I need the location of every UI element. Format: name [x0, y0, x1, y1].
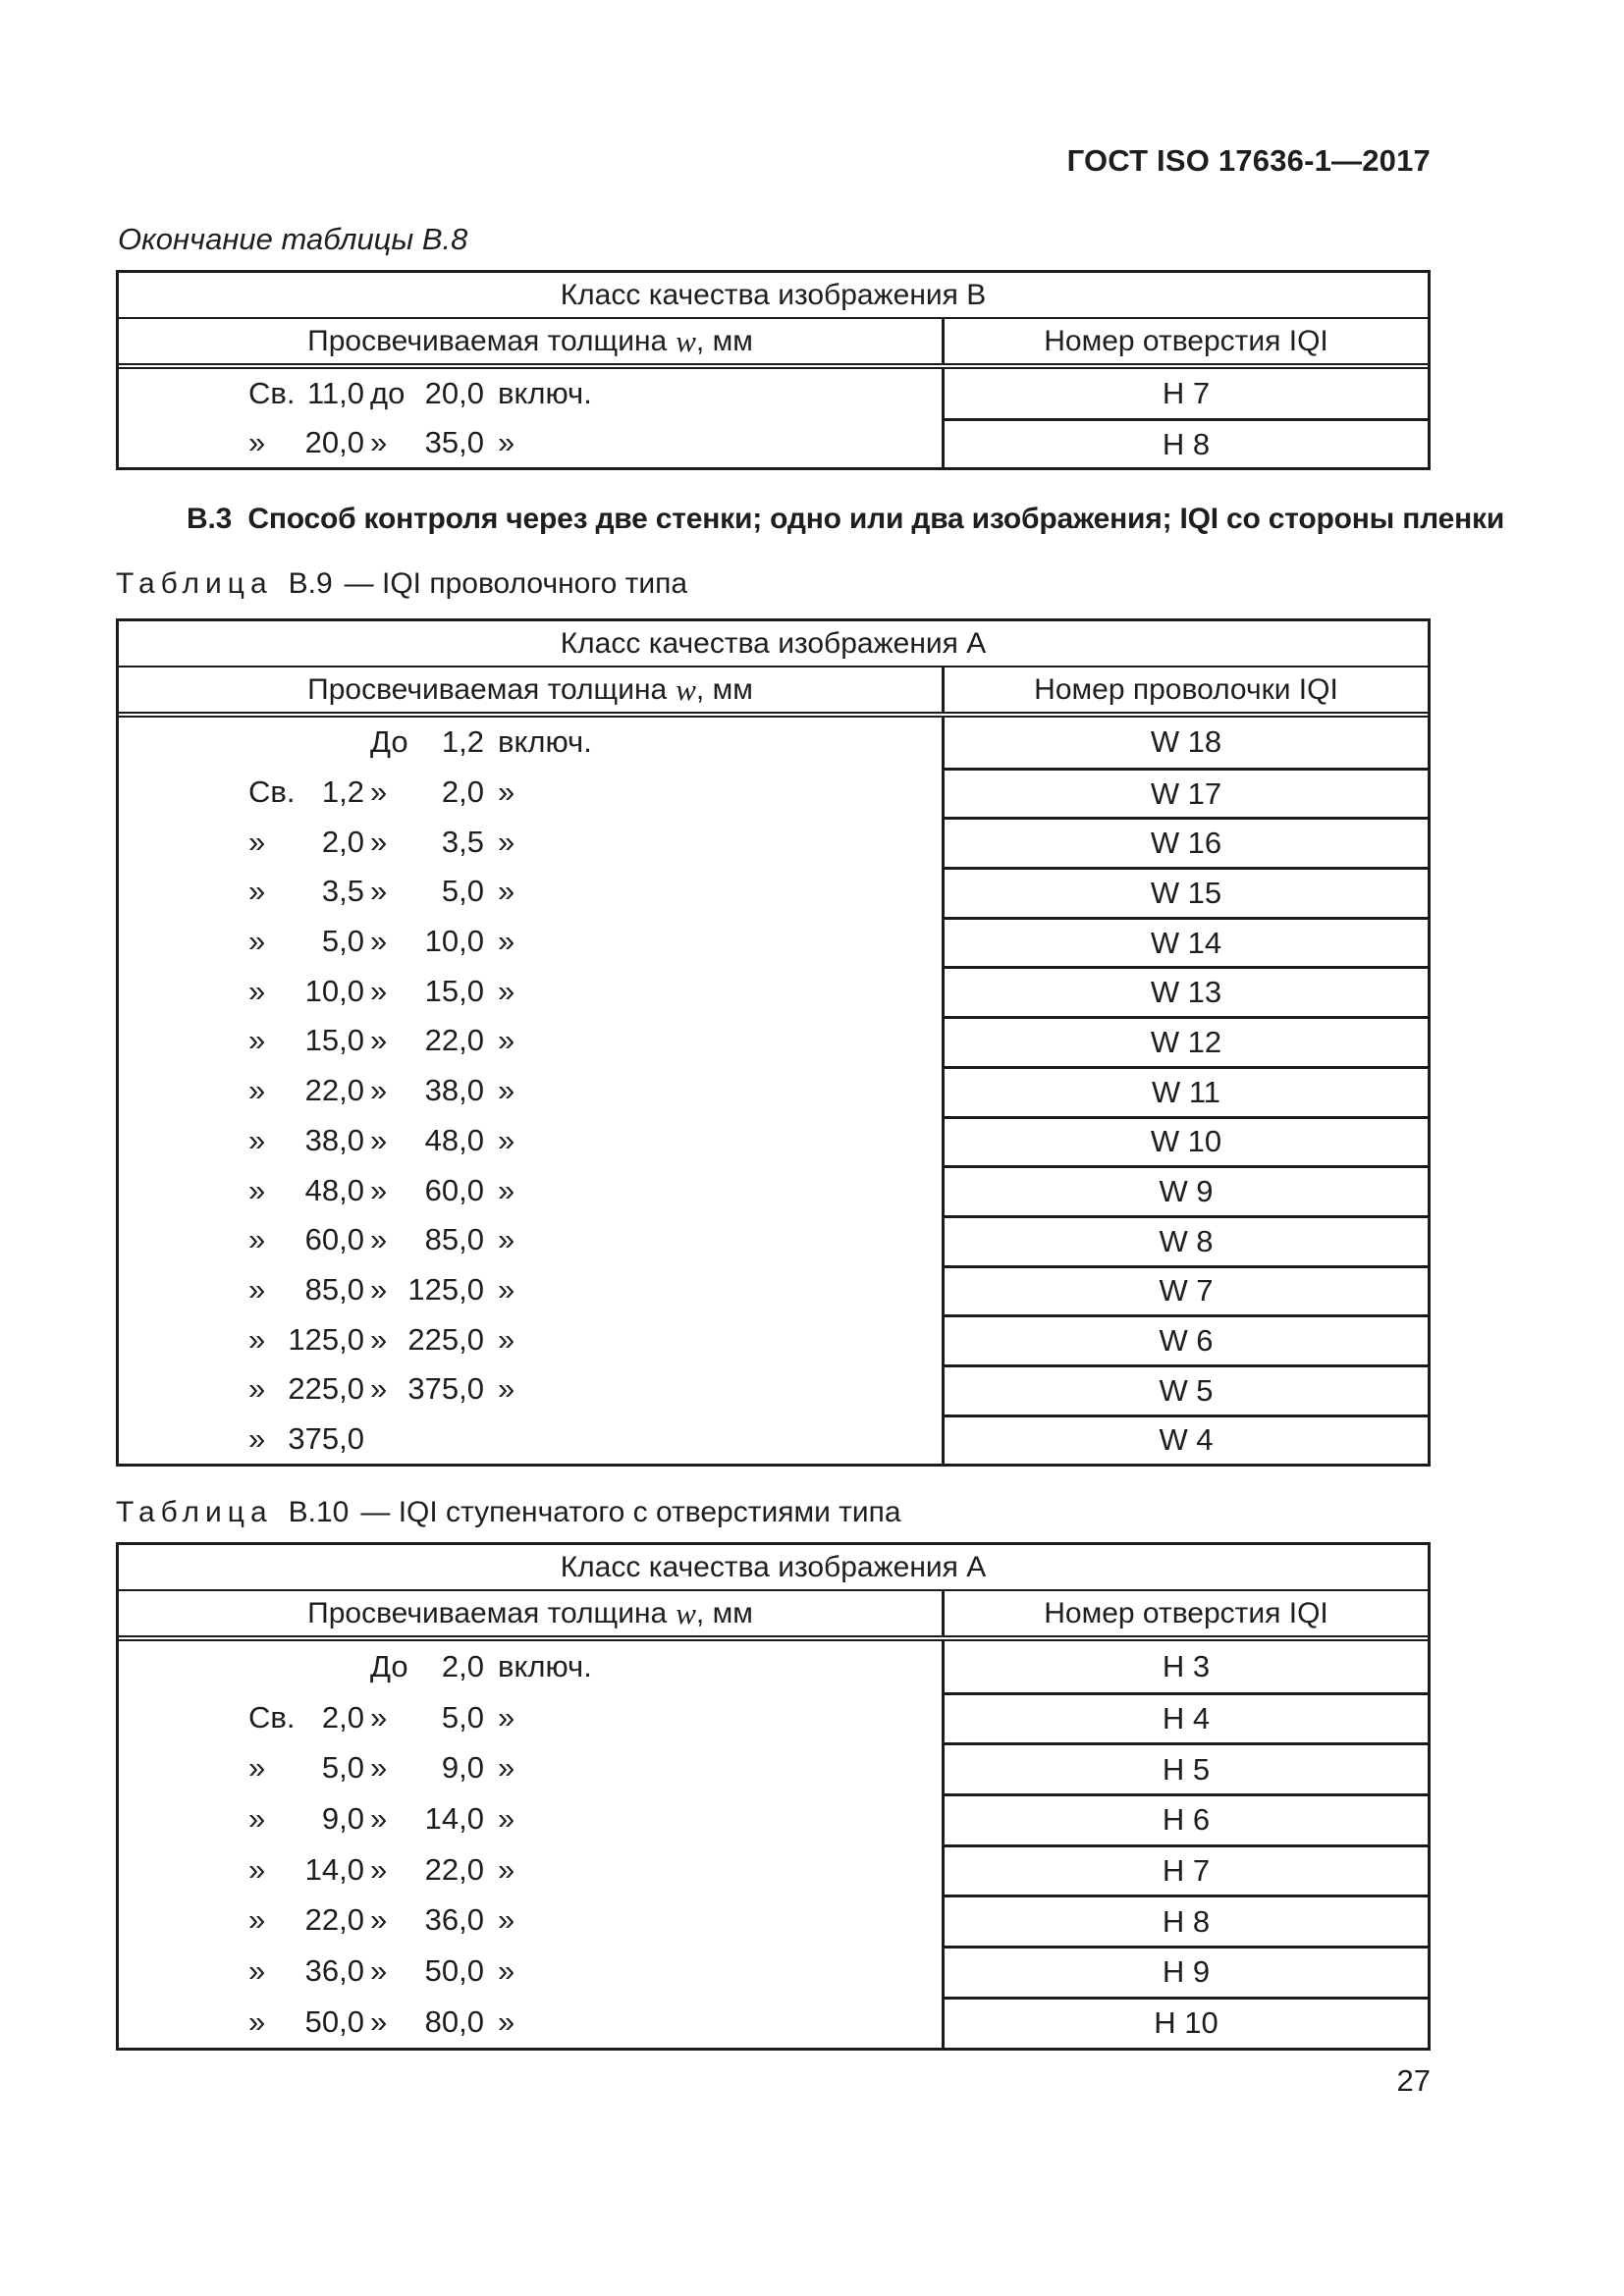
thickness-unit: , мм [695, 1596, 753, 1629]
range-marker-2: до [370, 376, 406, 410]
column-header-thickness [119, 667, 945, 712]
range-marker-2: » [370, 2003, 388, 2039]
range-to-value [380, 1415, 484, 1465]
table-row [119, 418, 1428, 467]
iqi-number-cell [945, 1364, 1428, 1415]
table-row [119, 1165, 1428, 1215]
range-marker-2: » [370, 924, 388, 959]
iqi-number-cell [945, 1116, 1428, 1166]
range-marker-2: » [370, 1750, 388, 1786]
range-marker-1: » [248, 824, 266, 859]
range-from-value: 85,0 [304, 1271, 364, 1307]
iqi-number-value: Н 10 [1154, 2005, 1218, 2041]
range-marker-3: » [498, 1271, 515, 1307]
range-to-value: 85,0 [424, 1222, 484, 1257]
iqi-number-value: W 4 [1159, 1422, 1214, 1458]
range-marker-3: » [498, 1122, 515, 1157]
range-marker-3: » [498, 1851, 515, 1887]
iqi-number-value: Н 9 [1162, 1954, 1211, 1990]
table-caption-number: В.9 [288, 567, 333, 600]
range-from-value: 60,0 [304, 1222, 364, 1257]
iqi-number-cell [945, 1946, 1428, 1997]
thickness-cell [119, 1692, 945, 1743]
iqi-number-value: W 8 [1159, 1223, 1214, 1258]
thickness-cell [119, 1314, 945, 1364]
iqi-number-cell [945, 966, 1428, 1016]
iqi-number-value: W 7 [1159, 1273, 1214, 1308]
range-from-value: 36,0 [304, 1952, 364, 1988]
range-marker-1: » [248, 1073, 266, 1108]
range-to-value: 14,0 [424, 1800, 484, 1836]
thickness-cell [119, 1364, 945, 1415]
range-marker-3: » [498, 2003, 515, 2039]
iqi-number-value: Н 8 [1162, 426, 1211, 461]
range-marker-1: » [248, 1952, 266, 1988]
table-row [119, 966, 1428, 1016]
doc-header: ГОСТ ISO 17636-1—2017 [1066, 143, 1431, 178]
range-marker-3: включ. [498, 376, 592, 410]
range-marker-1: » [248, 1750, 266, 1786]
range-marker-1: » [248, 1321, 266, 1357]
range-from-value: 11,0 [306, 376, 364, 410]
range-from-value: 10,0 [304, 973, 364, 1008]
table-row [119, 1742, 1428, 1793]
range-from-value: 2,0 [321, 1699, 364, 1735]
range-marker-2: » [370, 1800, 388, 1836]
iqi-number-value: W 13 [1150, 975, 1222, 1010]
iqi-number-cell [945, 817, 1428, 867]
range-marker-1: » [248, 973, 266, 1008]
range-marker-1: » [248, 2003, 266, 2039]
thickness-cell [119, 966, 945, 1016]
range-from-value: 38,0 [304, 1122, 364, 1157]
range-from-value: 125,0 [288, 1321, 364, 1357]
column-header-iqi: Номер проволочки IQI [1034, 672, 1338, 706]
thickness-cell [119, 817, 945, 867]
range-to-value: 22,0 [424, 1023, 484, 1058]
iqi-number-cell [945, 1314, 1428, 1364]
range-to-value: 50,0 [424, 1952, 484, 1988]
table-caption-label: Таблица [116, 1496, 273, 1528]
range-marker-3: » [498, 1371, 515, 1407]
table-row [119, 1997, 1428, 2048]
table-header-row [119, 319, 1428, 369]
table-header-row [119, 667, 1428, 718]
range-marker-3: » [498, 1750, 515, 1786]
range-marker-3: » [498, 1023, 515, 1058]
table-row [119, 867, 1428, 917]
iqi-number-value: W 16 [1150, 826, 1222, 861]
table-caption-number: В.10 [288, 1496, 350, 1528]
iqi-number-cell [945, 768, 1428, 818]
iqi-number-value: Н 6 [1162, 1802, 1211, 1838]
range-marker-3: » [498, 1699, 515, 1735]
table-row [119, 1692, 1428, 1743]
range-marker-2: » [370, 1271, 388, 1307]
thickness-variable: w [676, 1595, 696, 1630]
range-marker-1: » [248, 1172, 266, 1207]
range-from-value: 50,0 [304, 2003, 364, 2039]
range-from-value: 48,0 [304, 1172, 364, 1207]
table-row [119, 1265, 1428, 1315]
iqi-number-value: Н 5 [1162, 1751, 1211, 1787]
range-marker-2: » [370, 1851, 388, 1887]
iqi-number-cell [945, 1415, 1428, 1465]
column-header-iqi: Номер отверстия IQI [1044, 324, 1328, 357]
range-marker-3: » [498, 924, 515, 959]
iqi-number-value: W 5 [1159, 1372, 1214, 1408]
iqi-number-cell [945, 1844, 1428, 1896]
iqi-number-cell [945, 1016, 1428, 1066]
table-caption-text: — IQI проволочного типа [344, 567, 688, 600]
table-title: Класс качества изображения А [119, 621, 1428, 667]
range-marker-1: » [248, 1271, 266, 1307]
iqi-number-cell [945, 1997, 1428, 2048]
range-to-value: 125,0 [407, 1271, 484, 1307]
range-from-value [264, 1641, 364, 1692]
thickness-cell [119, 867, 945, 917]
range-marker-1: » [248, 1851, 266, 1887]
iqi-number-cell [945, 1066, 1428, 1116]
thickness-cell [119, 1265, 945, 1315]
range-from-value: 225,0 [288, 1371, 364, 1407]
thickness-label: Просвечиваемая толщина [307, 672, 668, 706]
iqi-number-cell [945, 917, 1428, 967]
thickness-cell [119, 418, 945, 467]
iqi-number-value: W 18 [1150, 724, 1222, 760]
range-marker-1: Св. [248, 774, 296, 810]
range-marker-3: » [498, 1952, 515, 1988]
table-body [119, 369, 1428, 467]
thickness-cell [119, 718, 945, 768]
page-number: 27 [1396, 2063, 1431, 2098]
range-marker-2: » [370, 1222, 388, 1257]
iqi-number-value: Н 7 [1162, 1853, 1211, 1889]
range-marker-1: » [248, 1420, 266, 1456]
table-title: Класс качества изображения В [119, 273, 1428, 319]
thickness-cell [119, 1016, 945, 1066]
range-marker-3: » [498, 774, 515, 810]
table-title: Класс качества изображения А [119, 1545, 1428, 1591]
iqi-number-cell [945, 1265, 1428, 1315]
range-marker-3: » [498, 874, 515, 909]
iqi-number-cell [945, 1742, 1428, 1793]
table-row [119, 718, 1428, 768]
range-marker-1: » [248, 1222, 266, 1257]
thickness-label: Просвечиваемая толщина [307, 1596, 668, 1629]
thickness-cell [119, 1066, 945, 1116]
thickness-cell [119, 1215, 945, 1265]
iqi-number-cell [945, 369, 1428, 418]
table-row [119, 1215, 1428, 1265]
range-marker-3: » [498, 973, 515, 1008]
table-caption-text: — IQI ступенчатого с отверстиями типа [360, 1496, 901, 1528]
thickness-cell [119, 1742, 945, 1793]
range-from-value [264, 718, 364, 768]
range-to-value: 2,0 [441, 774, 484, 810]
iqi-number-cell [945, 867, 1428, 917]
range-to-value: 20,0 [424, 376, 484, 410]
range-marker-2: » [370, 1371, 388, 1407]
table-row [119, 1314, 1428, 1364]
thickness-cell [119, 1997, 945, 2048]
range-to-value: 35,0 [424, 425, 484, 459]
table-row [119, 1946, 1428, 1997]
range-marker-2: » [370, 1699, 388, 1735]
iqi-number-cell [945, 1692, 1428, 1743]
range-to-value: 375,0 [407, 1371, 484, 1407]
range-to-value: 5,0 [441, 874, 484, 909]
table-row [119, 1016, 1428, 1066]
range-to-value: 2,0 [441, 1648, 484, 1683]
table-b9-caption [116, 567, 687, 601]
column-header-iqi: Номер отверстия IQI [1044, 1596, 1328, 1629]
column-header-thickness [119, 319, 945, 363]
range-marker-2: » [370, 1023, 388, 1058]
iqi-number-value: W 15 [1150, 875, 1222, 910]
range-marker-3: включ. [498, 724, 592, 760]
table-b10-caption [116, 1496, 901, 1529]
table-caption-label: Таблица [116, 567, 273, 600]
thickness-unit: , мм [695, 324, 753, 357]
table-row [119, 1793, 1428, 1844]
range-to-value: 48,0 [424, 1122, 484, 1157]
range-to-value: 9,0 [441, 1750, 484, 1786]
table-row [119, 917, 1428, 967]
range-from-value: 2,0 [321, 824, 364, 859]
range-to-value: 36,0 [424, 1902, 484, 1938]
column-header-thickness [119, 1591, 945, 1635]
range-marker-2: » [370, 1172, 388, 1207]
thickness-cell [119, 1793, 945, 1844]
table-row [119, 1066, 1428, 1116]
iqi-number-value: W 6 [1159, 1323, 1214, 1359]
range-marker-3: » [498, 1222, 515, 1257]
range-from-value: 14,0 [304, 1851, 364, 1887]
range-to-value: 5,0 [441, 1699, 484, 1735]
quality-table-b10 [116, 1542, 1431, 2051]
iqi-number-cell [945, 1793, 1428, 1844]
thickness-unit: , мм [695, 672, 753, 706]
range-marker-1: » [248, 1122, 266, 1157]
range-marker-1: » [248, 924, 266, 959]
range-to-value: 1,2 [441, 724, 484, 760]
range-marker-3: » [498, 1073, 515, 1108]
iqi-number-value: W 10 [1150, 1124, 1222, 1159]
thickness-variable: w [676, 323, 696, 358]
iqi-number-value: W 17 [1150, 775, 1222, 811]
iqi-number-value: Н 3 [1162, 1648, 1211, 1683]
range-to-value: 22,0 [424, 1851, 484, 1887]
table-row [119, 1415, 1428, 1465]
iqi-number-value: W 9 [1159, 1174, 1214, 1209]
range-marker-1: » [248, 1902, 266, 1938]
range-marker-2: » [370, 1952, 388, 1988]
thickness-cell [119, 1415, 945, 1465]
iqi-number-cell [945, 718, 1428, 768]
range-to-value: 80,0 [424, 2003, 484, 2039]
range-marker-1: Св. [248, 1699, 296, 1735]
range-marker-2: » [370, 1073, 388, 1108]
iqi-number-cell [945, 418, 1428, 467]
quality-table-b8-end [116, 270, 1431, 470]
range-to-value: 225,0 [407, 1321, 484, 1357]
range-marker-1: » [248, 874, 266, 909]
range-marker-2: » [370, 774, 388, 810]
range-from-value: 3,5 [321, 874, 364, 909]
range-marker-1: » [248, 1023, 266, 1058]
section-heading-b3: В.3 Способ контроля через две стенки; одно или два изображения; IQI со стороны пленки [187, 503, 1505, 535]
range-to-value: 38,0 [424, 1073, 484, 1108]
range-from-value: 5,0 [321, 1750, 364, 1786]
table-body [119, 718, 1428, 1464]
range-marker-3: » [498, 1800, 515, 1836]
table-row [119, 1641, 1428, 1692]
range-from-value: 5,0 [321, 924, 364, 959]
range-marker-3: включ. [498, 1648, 592, 1683]
thickness-label: Просвечиваемая толщина [307, 324, 668, 357]
range-marker-2: » [370, 425, 388, 459]
table-header-row [119, 1591, 1428, 1641]
table-row [119, 1116, 1428, 1166]
range-marker-3: » [498, 425, 515, 459]
range-from-value: 1,2 [321, 774, 364, 810]
iqi-number-value: W 14 [1150, 925, 1222, 960]
range-from-value: 15,0 [304, 1023, 364, 1058]
range-marker-1: » [248, 1800, 266, 1836]
thickness-cell [119, 1641, 945, 1692]
table-row [119, 1844, 1428, 1896]
range-marker-2: » [370, 1321, 388, 1357]
thickness-cell [119, 1895, 945, 1946]
iqi-number-cell [945, 1641, 1428, 1692]
thickness-cell [119, 1116, 945, 1166]
range-to-value: 10,0 [424, 924, 484, 959]
range-from-value: 9,0 [321, 1800, 364, 1836]
range-marker-2: » [370, 824, 388, 859]
range-from-value: 20,0 [304, 425, 364, 459]
range-from-value: 375,0 [288, 1420, 364, 1456]
range-marker-3: » [498, 824, 515, 859]
range-marker-3: » [498, 1902, 515, 1938]
range-to-value: 3,5 [441, 824, 484, 859]
thickness-cell [119, 1844, 945, 1896]
range-marker-2: » [370, 973, 388, 1008]
range-marker-2: До [370, 724, 408, 760]
thickness-variable: w [676, 671, 696, 707]
table-row [119, 1364, 1428, 1415]
thickness-cell [119, 768, 945, 818]
table-row [119, 817, 1428, 867]
range-marker-2: До [370, 1648, 408, 1683]
iqi-number-cell [945, 1215, 1428, 1265]
thickness-cell [119, 369, 945, 418]
range-marker-3: » [498, 1321, 515, 1357]
iqi-number-value: W 12 [1150, 1024, 1222, 1059]
iqi-number-value: Н 7 [1162, 376, 1211, 410]
range-marker-1: » [248, 425, 266, 459]
table-row [119, 369, 1428, 418]
iqi-number-value: Н 8 [1162, 1903, 1211, 1939]
range-marker-2: » [370, 1902, 388, 1938]
range-to-value: 60,0 [424, 1172, 484, 1207]
range-marker-2: » [370, 1122, 388, 1157]
range-marker-2: » [370, 874, 388, 909]
iqi-number-cell [945, 1165, 1428, 1215]
thickness-cell [119, 1165, 945, 1215]
range-marker-1: » [248, 1371, 266, 1407]
table-b8-continuation-caption: Окончание таблицы В.8 [118, 222, 468, 256]
range-from-value: 22,0 [304, 1073, 364, 1108]
quality-table-b9 [116, 618, 1431, 1467]
range-marker-3: » [498, 1172, 515, 1207]
iqi-number-cell [945, 1895, 1428, 1946]
range-to-value: 15,0 [424, 973, 484, 1008]
iqi-number-value: W 11 [1151, 1074, 1221, 1109]
thickness-cell [119, 1946, 945, 1997]
range-marker-1: Св. [248, 376, 296, 410]
table-body [119, 1641, 1428, 2048]
thickness-cell [119, 917, 945, 967]
iqi-number-value: Н 4 [1162, 1701, 1211, 1736]
range-from-value: 22,0 [304, 1902, 364, 1938]
table-row [119, 768, 1428, 818]
table-row [119, 1895, 1428, 1946]
